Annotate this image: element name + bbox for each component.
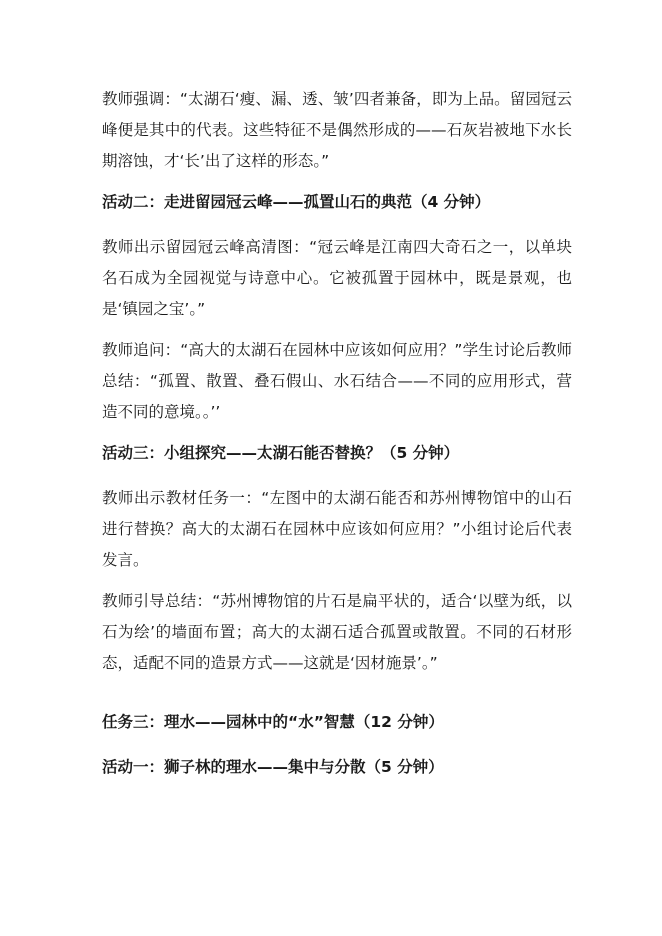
- paragraph-teacher-emphasis: 教师强调：“太湖石‘瘦、漏、透、皱’四者兼备，即为上品。留园冠云峰便是其中的代表。这些特征不是偶然形成的——石灰岩被地下水长期溶蚀，才‘长’出了这样的形态。”: [102, 90, 572, 170]
- heading-activity-two: 活动二：走进留园冠云峰——孤置山石的典范（4 分钟）: [102, 193, 491, 211]
- paragraph-teacher-summary: 教师引导总结：“苏州博物馆的片石是扁平状的，适合‘以壁为纸，以石为绘’的墙面布置；高大的太湖石适合孤置或散置。不同的石材形态，适配不同的造景方式——这就是‘因材施景’。”: [102, 592, 572, 672]
- paragraph-guanyun-peak-intro: 教师出示留园冠云峰高清图：“冠云峰是江南四大奇石之一，以单块名石成为全园视觉与诗意中心。它被孤置于园林中，既是景观，也是‘镇园之宝’。”: [102, 238, 572, 318]
- document-page: [102, 84, 572, 797]
- paragraph-textbook-task: 教师出示教材任务一：“左图中的太湖石能否和苏州博物馆中的山石进行替换？高大的太湖石在园林中应该如何应用？”小组讨论后代表发言。: [102, 489, 572, 569]
- heading-activity-one-lion-grove: 活动一：狮子林的理水——集中与分散（5 分钟）: [102, 758, 444, 776]
- heading-task-three: 任务三：理水——园林中的“水”智慧（12 分钟）: [102, 713, 444, 731]
- heading-activity-three: 活动三：小组探究——太湖石能否替换？（5 分钟）: [102, 444, 460, 462]
- paragraph-teacher-question: 教师追问：“高大的太湖石在园林中应该如何应用？”学生讨论后教师总结：“孤置、散置、叠石假山、水石结合——不同的应用形式，营造不同的意境。。’’: [102, 341, 572, 421]
